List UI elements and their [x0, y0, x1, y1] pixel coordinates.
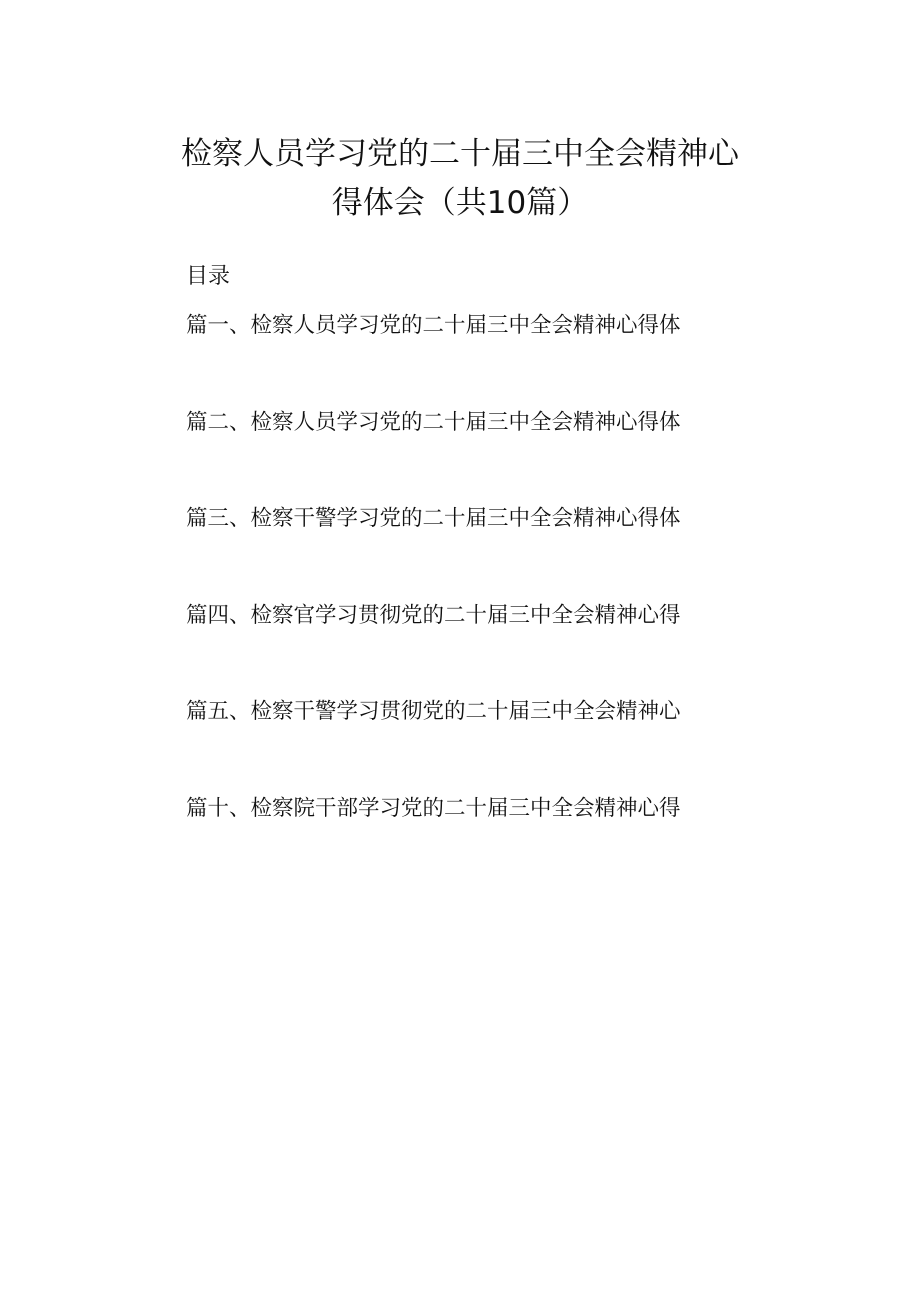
toc-item-1[interactable]: 篇一、检察人员学习党的二十届三中全会精神心得体 [186, 313, 681, 338]
toc-item-5[interactable]: 篇五、检察干警学习贯彻党的二十届三中全会精神心 [186, 699, 681, 724]
table-of-contents [186, 311, 746, 890]
toc-item-2[interactable]: 篇二、检察人员学习党的二十届三中全会精神心得体 [186, 409, 681, 435]
toc-item-4[interactable]: 篇四、检察官学习贯彻党的二十届三中全会精神心得 [186, 602, 681, 628]
document-title [100, 130, 820, 228]
document-title-line-1: 检察人员学习党的二十届三中全会精神心 [181, 136, 739, 172]
toc-item-3[interactable]: 篇三、检察干警学习党的二十届三中全会精神心得体 [186, 506, 681, 531]
document-title-line-2: 得体会（共10篇） [331, 185, 589, 221]
toc-heading: 目录 [186, 264, 231, 289]
toc-item-10[interactable]: 篇十、检察院干部学习党的二十届三中全会精神心得 [186, 795, 681, 821]
